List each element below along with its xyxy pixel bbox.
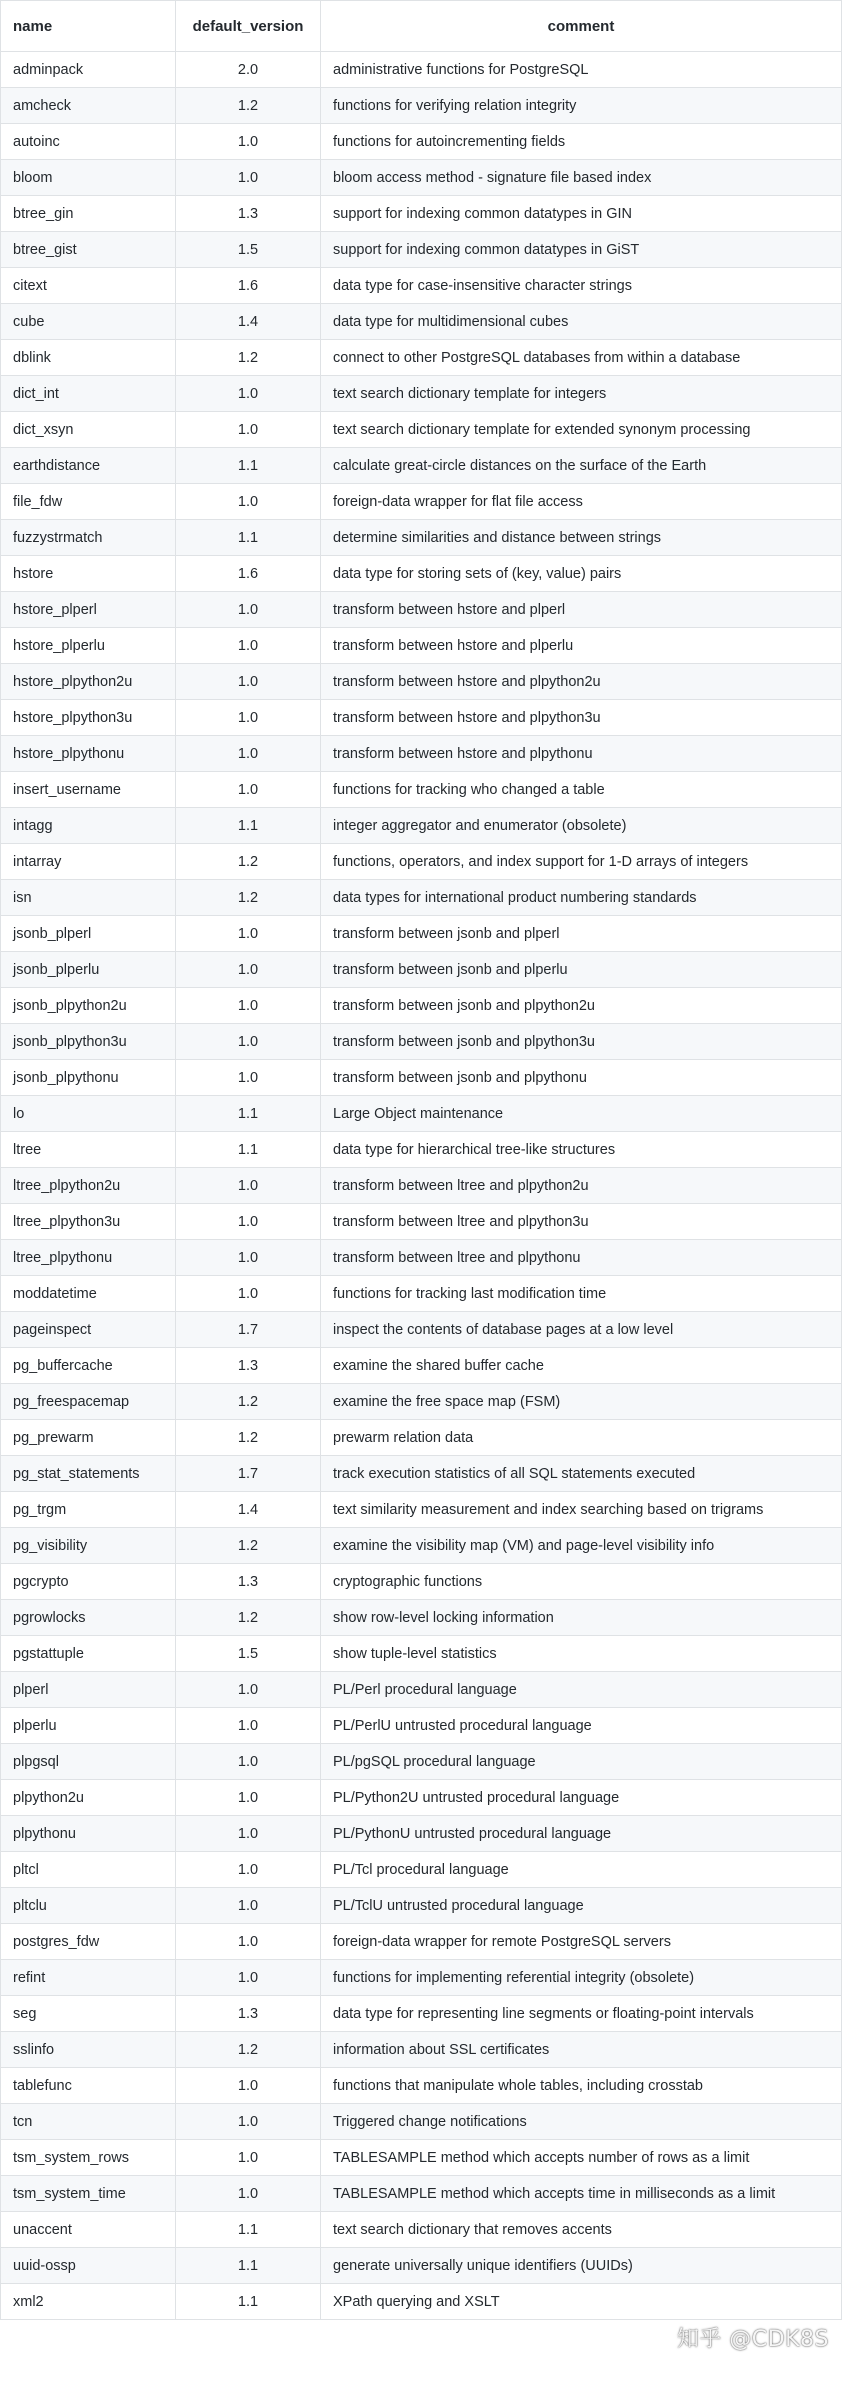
- cell-default-version: 1.5: [176, 232, 321, 268]
- cell-comment: functions that manipulate whole tables, including crosstab: [321, 2068, 842, 2104]
- table-row: [1, 1204, 842, 1240]
- table-row: [1, 1528, 842, 1564]
- table-row: [1, 2248, 842, 2284]
- cell-comment: PL/Python2U untrusted procedural language: [321, 1780, 842, 1816]
- table-row: [1, 1816, 842, 1852]
- cell-name: pg_freespacemap: [1, 1384, 176, 1420]
- table-row: [1, 952, 842, 988]
- cell-name: hstore_plperl: [1, 592, 176, 628]
- table-row: [1, 1924, 842, 1960]
- cell-comment: PL/Perl procedural language: [321, 1672, 842, 1708]
- cell-name: ltree_plpython3u: [1, 1204, 176, 1240]
- table-row: [1, 484, 842, 520]
- cell-comment: transform between hstore and plperl: [321, 592, 842, 628]
- cell-comment: transform between jsonb and plperlu: [321, 952, 842, 988]
- cell-default-version: 1.4: [176, 1492, 321, 1528]
- table-row: [1, 628, 842, 664]
- cell-name: amcheck: [1, 88, 176, 124]
- table-row: [1, 1672, 842, 1708]
- cell-default-version: 2.0: [176, 52, 321, 88]
- cell-name: hstore_plperlu: [1, 628, 176, 664]
- table-row: [1, 880, 842, 916]
- cell-name: pg_stat_statements: [1, 1456, 176, 1492]
- table-body: [1, 52, 842, 2320]
- table-row: [1, 2176, 842, 2212]
- cell-default-version: 1.2: [176, 844, 321, 880]
- table-row: [1, 268, 842, 304]
- cell-default-version: 1.0: [176, 700, 321, 736]
- cell-default-version: 1.0: [176, 1672, 321, 1708]
- cell-comment: foreign-data wrapper for remote PostgreSQL servers: [321, 1924, 842, 1960]
- table-row: [1, 88, 842, 124]
- cell-default-version: 1.6: [176, 556, 321, 592]
- cell-name: tsm_system_time: [1, 2176, 176, 2212]
- table-row: [1, 736, 842, 772]
- cell-comment: transform between hstore and plpython3u: [321, 700, 842, 736]
- table-row: [1, 412, 842, 448]
- table-row: [1, 232, 842, 268]
- table-row: [1, 160, 842, 196]
- cell-name: pg_visibility: [1, 1528, 176, 1564]
- cell-comment: data types for international product numbering standards: [321, 880, 842, 916]
- table-header: [1, 1, 842, 52]
- cell-default-version: 1.0: [176, 1888, 321, 1924]
- cell-default-version: 1.1: [176, 1132, 321, 1168]
- cell-name: bloom: [1, 160, 176, 196]
- cell-name: ltree: [1, 1132, 176, 1168]
- cell-default-version: 1.0: [176, 1204, 321, 1240]
- cell-name: pgstattuple: [1, 1636, 176, 1672]
- cell-default-version: 1.0: [176, 628, 321, 664]
- cell-comment: functions for tracking last modification time: [321, 1276, 842, 1312]
- cell-comment: data type for storing sets of (key, value) pairs: [321, 556, 842, 592]
- cell-default-version: 1.0: [176, 1744, 321, 1780]
- cell-default-version: 1.0: [176, 772, 321, 808]
- cell-comment: PL/PerlU untrusted procedural language: [321, 1708, 842, 1744]
- cell-default-version: 1.0: [176, 1960, 321, 1996]
- cell-default-version: 1.1: [176, 2212, 321, 2248]
- cell-default-version: 1.0: [176, 664, 321, 700]
- cell-default-version: 1.1: [176, 808, 321, 844]
- cell-name: pg_buffercache: [1, 1348, 176, 1384]
- cell-comment: Triggered change notifications: [321, 2104, 842, 2140]
- cell-name: pg_trgm: [1, 1492, 176, 1528]
- cell-default-version: 1.0: [176, 2068, 321, 2104]
- cell-default-version: 1.2: [176, 1600, 321, 1636]
- table-row: [1, 1060, 842, 1096]
- cell-comment: transform between ltree and plpython2u: [321, 1168, 842, 1204]
- cell-comment: PL/TclU untrusted procedural language: [321, 1888, 842, 1924]
- cell-comment: functions for implementing referential integrity (obsolete): [321, 1960, 842, 1996]
- cell-comment: TABLESAMPLE method which accepts time in milliseconds as a limit: [321, 2176, 842, 2212]
- cell-comment: functions for autoincrementing fields: [321, 124, 842, 160]
- cell-comment: transform between ltree and plpython3u: [321, 1204, 842, 1240]
- table-row: [1, 556, 842, 592]
- cell-comment: XPath querying and XSLT: [321, 2284, 842, 2320]
- cell-default-version: 1.0: [176, 1816, 321, 1852]
- cell-default-version: 1.0: [176, 2140, 321, 2176]
- cell-comment: functions for verifying relation integrity: [321, 88, 842, 124]
- cell-name: pltcl: [1, 1852, 176, 1888]
- cell-name: file_fdw: [1, 484, 176, 520]
- table-row: [1, 1600, 842, 1636]
- table-row: [1, 2104, 842, 2140]
- cell-comment: Large Object maintenance: [321, 1096, 842, 1132]
- cell-comment: transform between jsonb and plperl: [321, 916, 842, 952]
- cell-name: pgcrypto: [1, 1564, 176, 1600]
- cell-default-version: 1.0: [176, 484, 321, 520]
- table-row: [1, 664, 842, 700]
- cell-name: autoinc: [1, 124, 176, 160]
- header-row: [1, 1, 842, 52]
- cell-name: dict_int: [1, 376, 176, 412]
- cell-name: plperlu: [1, 1708, 176, 1744]
- table-row: [1, 1888, 842, 1924]
- cell-comment: transform between ltree and plpythonu: [321, 1240, 842, 1276]
- cell-comment: PL/Tcl procedural language: [321, 1852, 842, 1888]
- cell-name: jsonb_plpython3u: [1, 1024, 176, 1060]
- cell-default-version: 1.0: [176, 988, 321, 1024]
- cell-default-version: 1.0: [176, 1240, 321, 1276]
- cell-name: moddatetime: [1, 1276, 176, 1312]
- cell-name: cube: [1, 304, 176, 340]
- table-row: [1, 376, 842, 412]
- cell-default-version: 1.0: [176, 160, 321, 196]
- cell-comment: examine the visibility map (VM) and page-level visibility info: [321, 1528, 842, 1564]
- cell-comment: transform between jsonb and plpythonu: [321, 1060, 842, 1096]
- cell-name: xml2: [1, 2284, 176, 2320]
- column-header-name: name: [1, 1, 176, 52]
- cell-name: hstore_plpythonu: [1, 736, 176, 772]
- table-row: [1, 2140, 842, 2176]
- cell-name: plpgsql: [1, 1744, 176, 1780]
- cell-comment: show tuple-level statistics: [321, 1636, 842, 1672]
- cell-default-version: 1.1: [176, 1096, 321, 1132]
- cell-default-version: 1.0: [176, 952, 321, 988]
- cell-comment: text search dictionary template for integers: [321, 376, 842, 412]
- cell-default-version: 1.3: [176, 1996, 321, 2032]
- cell-comment: examine the shared buffer cache: [321, 1348, 842, 1384]
- cell-name: intagg: [1, 808, 176, 844]
- table-row: [1, 1708, 842, 1744]
- cell-name: pgrowlocks: [1, 1600, 176, 1636]
- cell-default-version: 1.1: [176, 520, 321, 556]
- cell-default-version: 1.2: [176, 880, 321, 916]
- cell-name: refint: [1, 1960, 176, 1996]
- cell-name: jsonb_plperl: [1, 916, 176, 952]
- table-row: [1, 772, 842, 808]
- table-row: [1, 340, 842, 376]
- cell-name: ltree_plpython2u: [1, 1168, 176, 1204]
- table-row: [1, 520, 842, 556]
- cell-name: pg_prewarm: [1, 1420, 176, 1456]
- cell-default-version: 1.0: [176, 2176, 321, 2212]
- table-row: [1, 1636, 842, 1672]
- cell-default-version: 1.2: [176, 1384, 321, 1420]
- cell-default-version: 1.0: [176, 1168, 321, 1204]
- cell-default-version: 1.1: [176, 2248, 321, 2284]
- cell-default-version: 1.0: [176, 592, 321, 628]
- column-header-default-version: default_version: [176, 1, 321, 52]
- cell-default-version: 1.4: [176, 304, 321, 340]
- cell-comment: functions, operators, and index support for 1-D arrays of integers: [321, 844, 842, 880]
- cell-default-version: 1.0: [176, 1852, 321, 1888]
- table-row: [1, 1240, 842, 1276]
- cell-name: isn: [1, 880, 176, 916]
- table-row: [1, 1384, 842, 1420]
- cell-name: btree_gin: [1, 196, 176, 232]
- cell-name: earthdistance: [1, 448, 176, 484]
- cell-comment: text search dictionary template for extended synonym processing: [321, 412, 842, 448]
- table-row: [1, 1096, 842, 1132]
- table-row: [1, 1348, 842, 1384]
- table-row: [1, 1276, 842, 1312]
- cell-comment: determine similarities and distance between strings: [321, 520, 842, 556]
- cell-default-version: 1.0: [176, 1780, 321, 1816]
- cell-name: hstore: [1, 556, 176, 592]
- cell-name: hstore_plpython3u: [1, 700, 176, 736]
- cell-default-version: 1.0: [176, 2104, 321, 2140]
- table-row: [1, 1564, 842, 1600]
- table-row: [1, 2032, 842, 2068]
- table-row: [1, 1996, 842, 2032]
- table-row: [1, 1492, 842, 1528]
- cell-name: tcn: [1, 2104, 176, 2140]
- cell-default-version: 1.0: [176, 916, 321, 952]
- cell-comment: transform between hstore and plpython2u: [321, 664, 842, 700]
- cell-default-version: 1.2: [176, 1528, 321, 1564]
- table-row: [1, 988, 842, 1024]
- cell-comment: inspect the contents of database pages at a low level: [321, 1312, 842, 1348]
- table-row: [1, 916, 842, 952]
- cell-comment: transform between hstore and plperlu: [321, 628, 842, 664]
- column-header-comment: comment: [321, 1, 842, 52]
- cell-comment: calculate great-circle distances on the surface of the Earth: [321, 448, 842, 484]
- cell-name: plperl: [1, 1672, 176, 1708]
- cell-default-version: 1.2: [176, 88, 321, 124]
- cell-name: intarray: [1, 844, 176, 880]
- cell-default-version: 1.0: [176, 1060, 321, 1096]
- cell-name: citext: [1, 268, 176, 304]
- table-row: [1, 52, 842, 88]
- cell-default-version: 1.2: [176, 1420, 321, 1456]
- cell-comment: data type for multidimensional cubes: [321, 304, 842, 340]
- cell-default-version: 1.0: [176, 1024, 321, 1060]
- cell-comment: text search dictionary that removes accents: [321, 2212, 842, 2248]
- cell-name: adminpack: [1, 52, 176, 88]
- cell-comment: transform between hstore and plpythonu: [321, 736, 842, 772]
- table-row: [1, 2212, 842, 2248]
- cell-comment: support for indexing common datatypes in GiST: [321, 232, 842, 268]
- cell-comment: functions for tracking who changed a table: [321, 772, 842, 808]
- table-row: [1, 1168, 842, 1204]
- cell-default-version: 1.2: [176, 2032, 321, 2068]
- cell-name: pltclu: [1, 1888, 176, 1924]
- cell-name: pageinspect: [1, 1312, 176, 1348]
- cell-name: tablefunc: [1, 2068, 176, 2104]
- table-row: [1, 304, 842, 340]
- cell-name: dblink: [1, 340, 176, 376]
- cell-comment: data type for representing line segments or floating-point intervals: [321, 1996, 842, 2032]
- cell-comment: connect to other PostgreSQL databases from within a database: [321, 340, 842, 376]
- cell-default-version: 1.0: [176, 736, 321, 772]
- cell-name: jsonb_plpython2u: [1, 988, 176, 1024]
- cell-name: plpythonu: [1, 1816, 176, 1852]
- table-row: [1, 1852, 842, 1888]
- cell-name: jsonb_plpythonu: [1, 1060, 176, 1096]
- cell-default-version: 1.0: [176, 376, 321, 412]
- cell-name: tsm_system_rows: [1, 2140, 176, 2176]
- table-row: [1, 1420, 842, 1456]
- cell-comment: PL/pgSQL procedural language: [321, 1744, 842, 1780]
- table-row: [1, 2068, 842, 2104]
- cell-comment: foreign-data wrapper for flat file access: [321, 484, 842, 520]
- table-row: [1, 1132, 842, 1168]
- table-row: [1, 1024, 842, 1060]
- cell-comment: cryptographic functions: [321, 1564, 842, 1600]
- cell-comment: information about SSL certificates: [321, 2032, 842, 2068]
- cell-name: insert_username: [1, 772, 176, 808]
- cell-comment: integer aggregator and enumerator (obsolete): [321, 808, 842, 844]
- cell-default-version: 1.1: [176, 448, 321, 484]
- table-row: [1, 1456, 842, 1492]
- cell-default-version: 1.3: [176, 1564, 321, 1600]
- cell-comment: transform between jsonb and plpython3u: [321, 1024, 842, 1060]
- cell-default-version: 1.0: [176, 1708, 321, 1744]
- cell-comment: support for indexing common datatypes in GIN: [321, 196, 842, 232]
- cell-name: jsonb_plperlu: [1, 952, 176, 988]
- table-row: [1, 592, 842, 628]
- cell-default-version: 1.0: [176, 1276, 321, 1312]
- cell-comment: show row-level locking information: [321, 1600, 842, 1636]
- cell-name: postgres_fdw: [1, 1924, 176, 1960]
- cell-name: seg: [1, 1996, 176, 2032]
- cell-name: dict_xsyn: [1, 412, 176, 448]
- cell-name: hstore_plpython2u: [1, 664, 176, 700]
- cell-default-version: 1.6: [176, 268, 321, 304]
- cell-default-version: 1.2: [176, 340, 321, 376]
- watermark: 知乎 @CDK8S: [676, 2327, 829, 2352]
- table-row: [1, 844, 842, 880]
- cell-default-version: 1.7: [176, 1456, 321, 1492]
- cell-comment: transform between jsonb and plpython2u: [321, 988, 842, 1024]
- cell-name: unaccent: [1, 2212, 176, 2248]
- table-row: [1, 1744, 842, 1780]
- cell-name: lo: [1, 1096, 176, 1132]
- cell-name: sslinfo: [1, 2032, 176, 2068]
- cell-name: plpython2u: [1, 1780, 176, 1816]
- cell-default-version: 1.3: [176, 196, 321, 232]
- cell-default-version: 1.0: [176, 124, 321, 160]
- cell-default-version: 1.1: [176, 2284, 321, 2320]
- cell-name: btree_gist: [1, 232, 176, 268]
- cell-default-version: 1.0: [176, 1924, 321, 1960]
- table-row: [1, 2284, 842, 2320]
- cell-name: fuzzystrmatch: [1, 520, 176, 556]
- cell-comment: examine the free space map (FSM): [321, 1384, 842, 1420]
- cell-default-version: 1.5: [176, 1636, 321, 1672]
- cell-comment: TABLESAMPLE method which accepts number of rows as a limit: [321, 2140, 842, 2176]
- table-row: [1, 1312, 842, 1348]
- cell-comment: bloom access method - signature file based index: [321, 160, 842, 196]
- table-row: [1, 448, 842, 484]
- table-row: [1, 808, 842, 844]
- table-row: [1, 124, 842, 160]
- table-row: [1, 1960, 842, 1996]
- cell-name: ltree_plpythonu: [1, 1240, 176, 1276]
- cell-comment: data type for case-insensitive character strings: [321, 268, 842, 304]
- table-row: [1, 196, 842, 232]
- cell-default-version: 1.0: [176, 412, 321, 448]
- cell-name: uuid-ossp: [1, 2248, 176, 2284]
- cell-comment: track execution statistics of all SQL statements executed: [321, 1456, 842, 1492]
- cell-comment: prewarm relation data: [321, 1420, 842, 1456]
- cell-comment: data type for hierarchical tree-like structures: [321, 1132, 842, 1168]
- cell-default-version: 1.3: [176, 1348, 321, 1384]
- cell-comment: PL/PythonU untrusted procedural language: [321, 1816, 842, 1852]
- table-row: [1, 700, 842, 736]
- cell-comment: text similarity measurement and index searching based on trigrams: [321, 1492, 842, 1528]
- cell-comment: generate universally unique identifiers (UUIDs): [321, 2248, 842, 2284]
- cell-default-version: 1.7: [176, 1312, 321, 1348]
- table-row: [1, 1780, 842, 1816]
- cell-comment: administrative functions for PostgreSQL: [321, 52, 842, 88]
